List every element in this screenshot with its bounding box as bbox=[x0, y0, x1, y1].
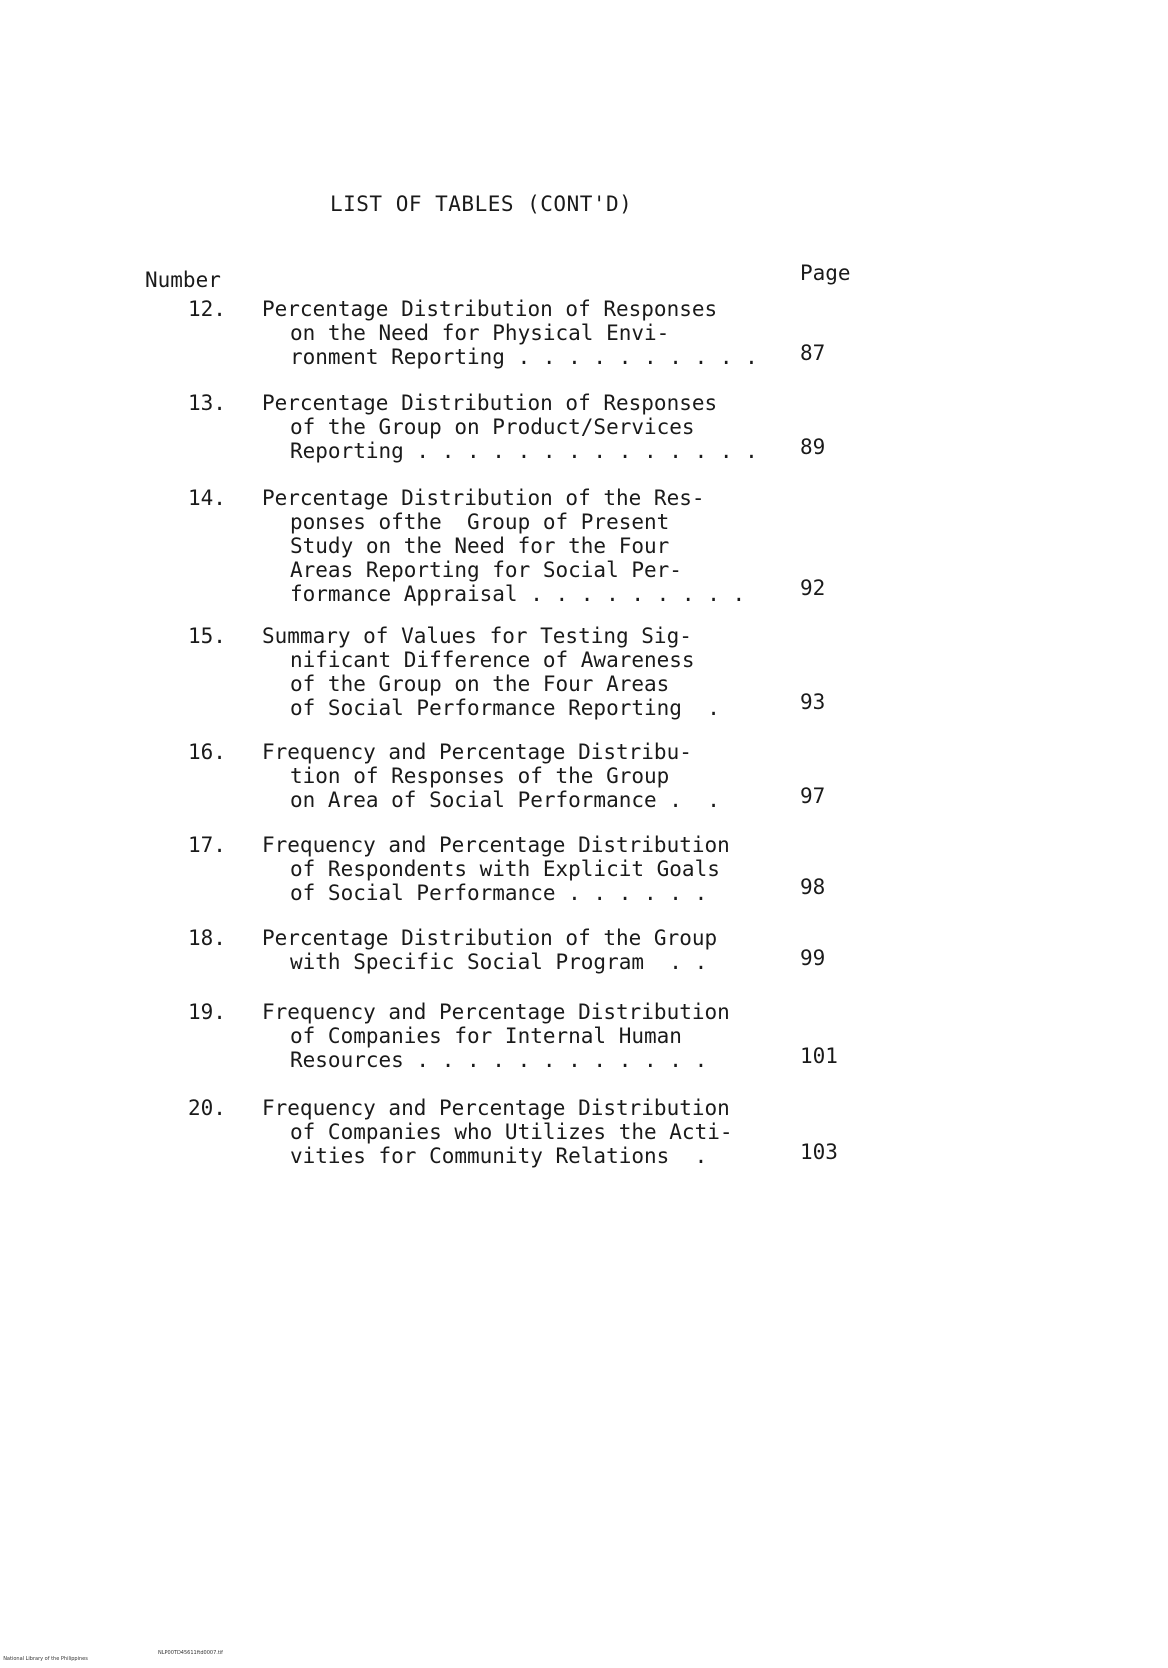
entry-title-line: of Companies for Internal Human bbox=[290, 1024, 682, 1048]
entry-title-line: ponses ofthe Group of Present bbox=[290, 510, 670, 534]
scan-filename: NLP00TD45611ftd0007.tif bbox=[158, 1650, 223, 1656]
entry-page-number: 98 bbox=[800, 875, 826, 899]
entry-title bbox=[262, 391, 758, 463]
entry-title-line: of the Group on Product/Services bbox=[290, 415, 695, 439]
entry-title-line: Frequency and Percentage Distribution bbox=[262, 833, 730, 857]
entry-title-line: Percentage Distribution of the Res- bbox=[262, 486, 705, 510]
entry-title bbox=[262, 1000, 730, 1072]
entry-title-line: Percentage Distribution of the Group bbox=[262, 926, 718, 950]
entry-title-line: Study on the Need for the Four bbox=[290, 534, 670, 558]
entry-title bbox=[262, 624, 720, 720]
entry-page-number: 92 bbox=[800, 576, 826, 600]
entry-title-line: of Respondents with Explicit Goals bbox=[290, 857, 720, 881]
entry-title bbox=[262, 926, 717, 974]
entry-page-number: 97 bbox=[800, 784, 826, 808]
entry-number: 19. bbox=[188, 1000, 226, 1024]
entry-title-line: on the Need for Physical Envi- bbox=[290, 321, 670, 345]
number-column-header: Number bbox=[145, 268, 221, 292]
entry-title bbox=[262, 833, 730, 905]
scan-footer bbox=[0, 1650, 223, 1668]
entry-number: 20. bbox=[188, 1096, 226, 1120]
entry-title-line: ronment Reporting . . . . . . . . . . bbox=[290, 345, 758, 369]
entry-page-number: 99 bbox=[800, 946, 826, 970]
entry-title-line: Frequency and Percentage Distribution bbox=[262, 1000, 730, 1024]
entry-title-line: on Area of Social Performance . . bbox=[290, 788, 720, 812]
entry-title-line: formance Appraisal . . . . . . . . . bbox=[290, 582, 746, 606]
entry-title-line: nificant Difference of Awareness bbox=[290, 648, 695, 672]
entry-number: 15. bbox=[188, 624, 226, 648]
entry-title bbox=[262, 740, 720, 812]
entry-title bbox=[262, 1096, 733, 1168]
entry-number: 18. bbox=[188, 926, 226, 950]
entry-page-number: 93 bbox=[800, 690, 826, 714]
entry-title-line: vities for Community Relations . bbox=[290, 1144, 708, 1168]
entry-title bbox=[262, 297, 758, 369]
entry-title-line: of the Group on the Four Areas bbox=[290, 672, 670, 696]
page-title: LIST OF TABLES (CONT'D) bbox=[330, 192, 633, 216]
entry-page-number: 89 bbox=[800, 435, 826, 459]
entry-number: 17. bbox=[188, 833, 226, 857]
entry-title-line: tion of Responses of the Group bbox=[290, 764, 670, 788]
entry-number: 16. bbox=[188, 740, 226, 764]
entry-title-line: of Companies who Utilizes the Acti- bbox=[290, 1120, 733, 1144]
entry-title-line: Resources . . . . . . . . . . . . bbox=[290, 1048, 708, 1072]
entry-title bbox=[262, 486, 745, 606]
entry-title-line: Percentage Distribution of Responses bbox=[262, 297, 718, 321]
entry-title-line: of Social Performance Reporting . bbox=[290, 696, 720, 720]
entry-title-line: Frequency and Percentage Distribution bbox=[262, 1096, 730, 1120]
entry-number: 14. bbox=[188, 486, 226, 510]
entry-title-line: Reporting . . . . . . . . . . . . . . bbox=[290, 439, 758, 463]
page-column-header: Page bbox=[800, 261, 851, 285]
entry-title-line: Areas Reporting for Social Per- bbox=[290, 558, 682, 582]
library-credit: National Library of the Philippines bbox=[3, 1656, 88, 1662]
entry-title-line: Percentage Distribution of Responses bbox=[262, 391, 718, 415]
entry-page-number: 87 bbox=[800, 341, 826, 365]
entry-title-line: with Specific Social Program . . bbox=[290, 950, 708, 974]
entry-title-line: Summary of Values for Testing Sig- bbox=[262, 624, 692, 648]
entry-number: 12. bbox=[188, 297, 226, 321]
entry-title-line: Frequency and Percentage Distribu- bbox=[262, 740, 692, 764]
entry-page-number: 103 bbox=[800, 1140, 838, 1164]
entry-number: 13. bbox=[188, 391, 226, 415]
entry-title-line: of Social Performance . . . . . . bbox=[290, 881, 708, 905]
entry-page-number: 101 bbox=[800, 1044, 838, 1068]
